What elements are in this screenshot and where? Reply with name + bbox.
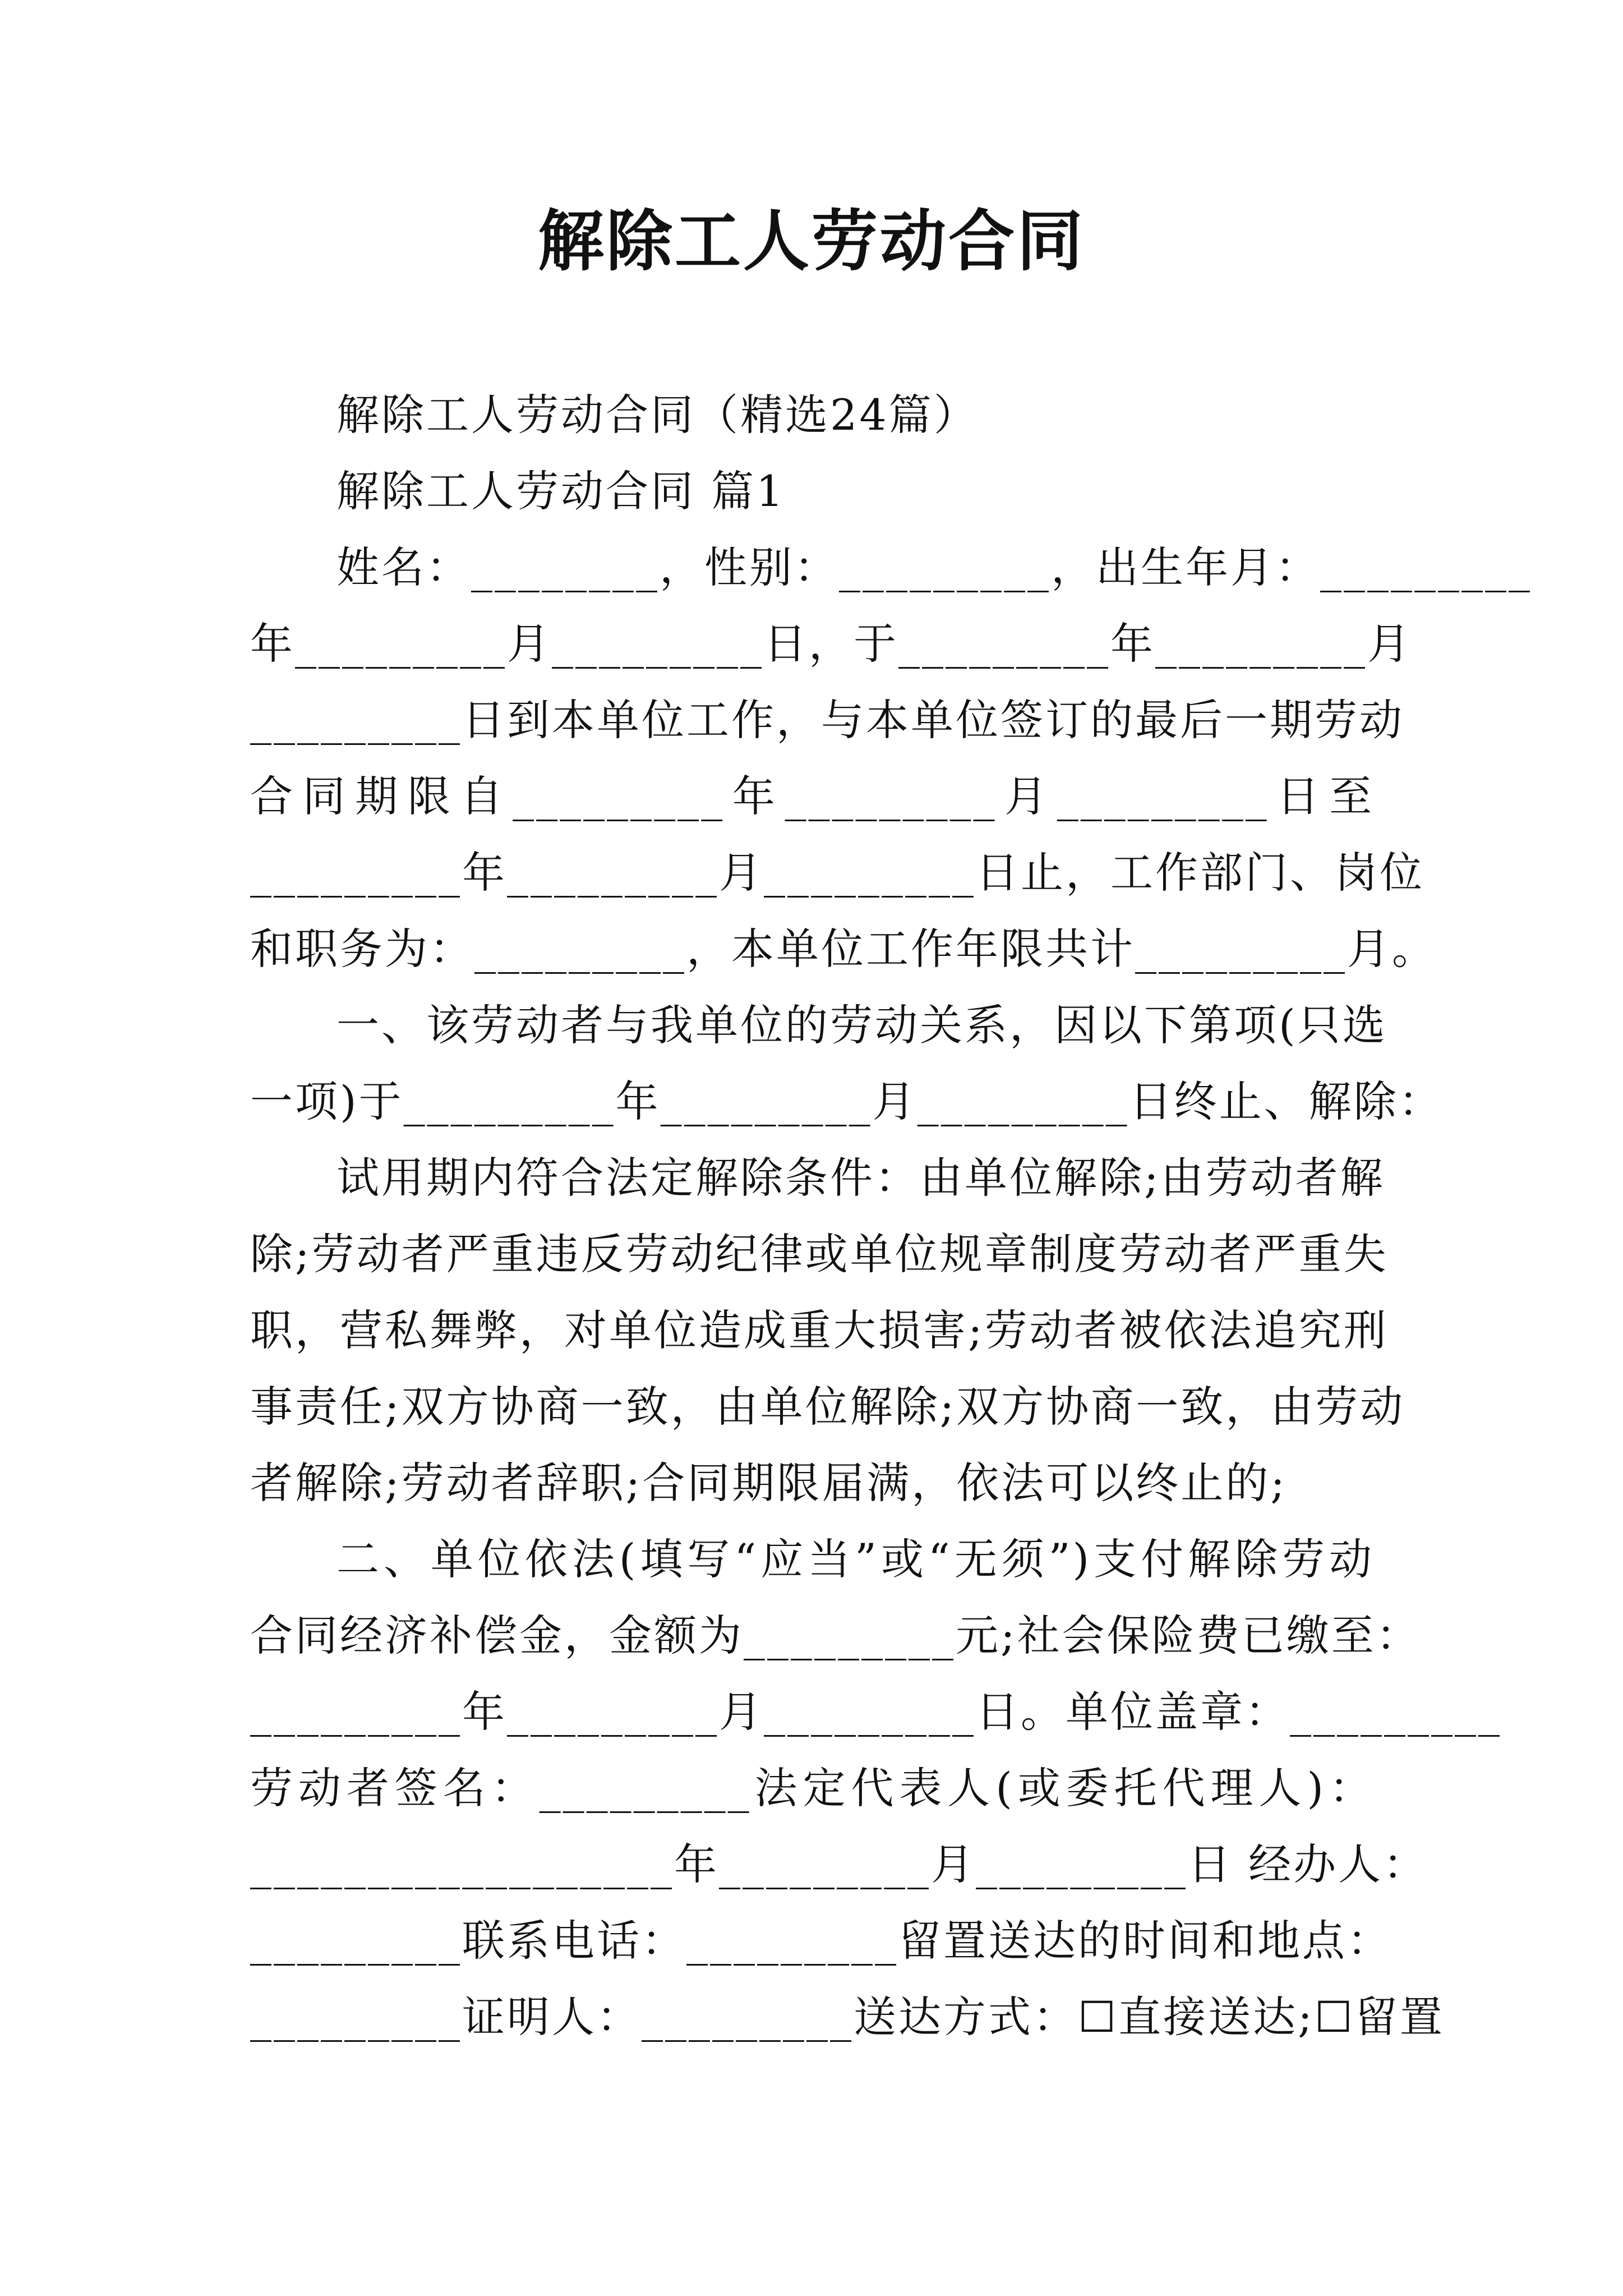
paragraph-line: _________联系电话：_________留置送达的时间和地点： [250,1916,1392,1966]
paragraph-line: 二、单位依法(填写“应当”或“无须”)支付解除劳动 [336,1534,1374,1584]
doc-subtitle: 解除工人劳动合同（精选24篇） [336,390,979,440]
paragraph-line: 姓名：________，性别：_________，出生年月：_________ [336,542,1532,592]
document-title: 解除工人劳动合同 [537,202,1085,280]
paragraph-line: _________年_________月_________日止，工作部门、岗位 [250,848,1424,898]
paragraph-line: 职，营私舞弊，对单位造成重大损害;劳动者被依法追究刑 [250,1305,1389,1355]
paragraph-line: __________________年_________月_________日 经办人： [250,1839,1428,1889]
paragraph-line: 除;劳动者严重违反劳动纪律或单位规章制度劳动者严重失 [250,1229,1389,1279]
paragraph-line: _________年_________月_________日。单位盖章：_________ [250,1687,1502,1737]
paragraph-line: 者解除;劳动者辞职;合同期限届满，依法可以终止的; [250,1458,1287,1508]
paragraph-line: 一、该劳动者与我单位的劳动关系，因以下第项(只选 [336,1000,1387,1050]
paragraph-line: _________证明人：_________送达方式：☐直接送达;☐留置 [250,1992,1445,2042]
paragraph-line: 事责任;双方协商一致，由单位解除;双方协商一致，由劳动 [250,1382,1405,1432]
doc-section-heading: 解除工人劳动合同 篇1 [336,466,786,516]
paragraph-line: _________日到本单位工作，与本单位签订的最后一期劳动 [250,695,1404,745]
paragraph-line: 劳动者签名：_________法定代表人(或委托代理人)： [250,1763,1374,1813]
paragraph-line: 一项)于_________年_________月_________日终止、解除： [250,1076,1444,1126]
paragraph-line: 年_________月_________日，于_________年_________月 [250,619,1412,669]
paragraph-line: 和职务为：_________，本单位工作年限共计_________月。 [250,924,1437,974]
paragraph-line: 合同期限自_________年_________月_________日至 [250,771,1374,821]
paragraph-line: 试用期内符合法定解除条件：由单位解除;由劳动者解 [336,1153,1385,1203]
paragraph-line: 合同经济补偿金，金额为_________元;社会保险费已缴至： [250,1611,1421,1660]
